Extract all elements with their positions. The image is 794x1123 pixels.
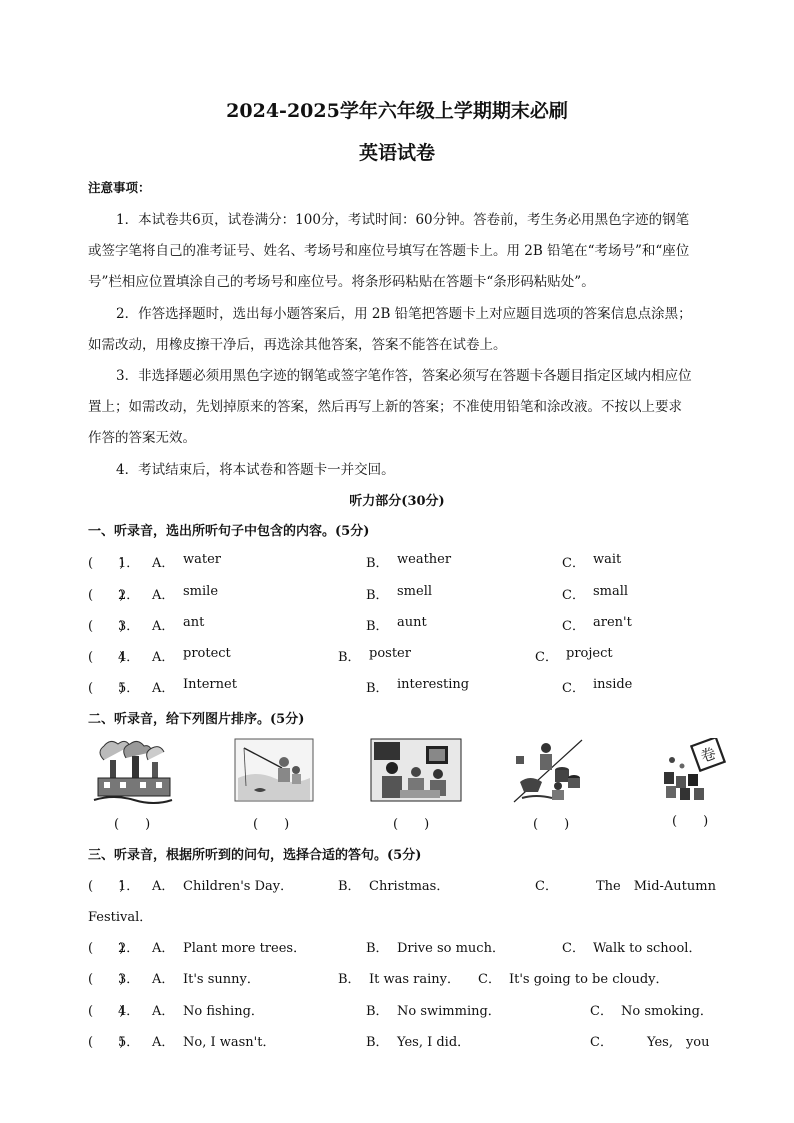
option-a-label: A．	[152, 941, 175, 956]
option-b-text: No swimming．	[397, 1004, 501, 1019]
question-number: 2．	[118, 588, 140, 603]
option-c-label: C．	[590, 1004, 613, 1019]
question-number: 3．	[118, 972, 140, 987]
option-c-text: aren't	[593, 615, 632, 630]
option-b-label: B．	[366, 588, 389, 603]
option-a-label: A．	[152, 1035, 175, 1050]
option-b-label: B．	[338, 650, 361, 665]
recycling-bins-icon	[512, 738, 584, 804]
notes-line: 作答的答案无效。	[88, 430, 196, 446]
notes-line: 如需改动，用橡皮擦干净后，再选涂其他答案，答案不能答在试卷上。	[88, 337, 507, 353]
answer-paren: ( )	[88, 681, 125, 696]
option-b-text: Drive so much．	[397, 941, 505, 956]
question-number: 3．	[118, 619, 140, 634]
page-subtitle: 英语试卷	[358, 142, 435, 164]
option-c-label: C．	[535, 650, 558, 665]
option-a-text: Plant more trees．	[183, 941, 307, 956]
option-b-text: Yes, I did．	[397, 1035, 471, 1050]
option-a-label: A．	[152, 879, 175, 894]
option-a-label: A．	[152, 588, 175, 603]
option-b-label: B．	[366, 1004, 389, 1019]
option-c-label: C．	[590, 1035, 613, 1050]
option-a-text: No, I wasn't．	[183, 1035, 276, 1050]
option-c-label: C．	[562, 588, 585, 603]
option-b-text: weather	[397, 552, 452, 567]
option-c-text: The Mid-Autumn	[596, 879, 716, 894]
option-c-label: C．	[562, 619, 585, 634]
question-number: 2．	[118, 941, 140, 956]
option-b-text: poster	[369, 646, 411, 661]
option-c-label: C．	[562, 941, 585, 956]
option-c-label: C．	[535, 879, 558, 894]
listening-section-title: 听力部分(30分)	[349, 494, 445, 509]
option-b-text: interesting	[397, 677, 470, 692]
part2-heading: 二、听录音，给下列图片排序。(5分)	[88, 712, 305, 727]
option-c-text: small	[593, 584, 629, 599]
picture-answer-paren: ( )	[253, 817, 290, 832]
notes-line: 1．本试卷共6页，试卷满分：100分，考试时间：60分钟。答卷前，考生务必用黑色字迹的钢笔	[116, 212, 690, 228]
notes-line: 号”栏相应位置填涂自己的考场号和座位号。将条形码粘贴在答题卡“条形码粘贴处”。	[88, 274, 595, 290]
notes-line: 3．非选择题必须用黑色字迹的钢笔或签字笔作答，答案必须写在答题卡各题目指定区域内相应位	[116, 368, 692, 384]
option-c-label: C．	[562, 556, 585, 571]
answer-paren: ( )	[88, 650, 125, 665]
option-b-label: B．	[366, 1035, 389, 1050]
option-a-label: A．	[152, 650, 175, 665]
option-c-label: C．	[478, 972, 501, 987]
option-c-text-continued: Festival．	[88, 910, 153, 925]
option-c-text: Walk to school．	[593, 941, 702, 956]
option-b-text: It was rainy．	[369, 972, 461, 987]
picture-answer-paren: ( )	[393, 817, 430, 832]
answer-paren: ( )	[88, 1004, 125, 1019]
option-a-text: ant	[183, 615, 205, 630]
question-number: 5．	[118, 681, 140, 696]
option-c-text: It's going to be cloudy．	[509, 972, 669, 987]
option-b-text: Christmas．	[369, 879, 450, 894]
question-number: 1．	[118, 879, 140, 894]
option-b-text: aunt	[397, 615, 427, 630]
part1-heading: 一、听录音，选出所听句子中包含的内容。(5分)	[88, 524, 370, 539]
answer-paren: ( )	[88, 588, 125, 603]
option-b-label: B．	[366, 941, 389, 956]
option-b-label: B．	[338, 972, 361, 987]
option-c-text: No smoking．	[621, 1004, 713, 1019]
option-c-text: Yes, you	[647, 1035, 710, 1050]
notes-line: 或签字笔将自己的准考证号、姓名、考场号和座位号填写在答题卡上。用 2B 铅笔在“考场号”和“座位	[88, 243, 690, 259]
notes-line: 4．考试结束后，将本试卷和答题卡一并交回。	[116, 462, 395, 478]
option-a-text: It's sunny．	[183, 972, 260, 987]
option-a-label: A．	[152, 1004, 175, 1019]
family-tv-icon	[370, 738, 462, 802]
option-a-label: A．	[152, 556, 175, 571]
picture-answer-paren: ( )	[114, 817, 151, 832]
fishing-river-icon	[234, 738, 314, 802]
option-a-label: A．	[152, 619, 175, 634]
notes-line: 2．作答选择题时，选出每小题答案后，用 2B 铅笔把答题卡上对应题目选项的答案信息点涂黑；	[116, 306, 692, 322]
trash-cans-sign-icon	[660, 738, 732, 802]
sign-character: 卷	[698, 743, 719, 766]
option-b-label: B．	[366, 619, 389, 634]
question-number: 4．	[118, 650, 140, 665]
part3-heading: 三、听录音，根据所听到的问句，选择合适的答句。(5分)	[88, 848, 422, 863]
option-b-text: smell	[397, 584, 433, 599]
option-b-label: B．	[338, 879, 361, 894]
answer-paren: ( )	[88, 1035, 125, 1050]
option-a-text: smile	[183, 584, 219, 599]
answer-paren: ( )	[88, 556, 125, 571]
option-b-label: B．	[366, 556, 389, 571]
picture-answer-paren: ( )	[533, 817, 570, 832]
answer-paren: ( )	[88, 879, 125, 894]
answer-paren: ( )	[88, 941, 125, 956]
option-b-label: B．	[366, 681, 389, 696]
page-title: 2024-2025学年六年级上学期期末必刷	[226, 100, 568, 122]
option-c-text: inside	[593, 677, 633, 692]
notes-line: 置上；如需改动，先划掉原来的答案，然后再写上新的答案；不准使用铅笔和涂改液。不按以上要求	[88, 399, 682, 415]
factory-pollution-icon	[90, 738, 176, 804]
option-c-text: wait	[593, 552, 622, 567]
question-number: 4．	[118, 1004, 140, 1019]
option-a-label: A．	[152, 681, 175, 696]
option-a-text: protect	[183, 646, 231, 661]
option-a-text: No fishing．	[183, 1004, 264, 1019]
option-c-text: project	[566, 646, 613, 661]
option-a-text: Children's Day．	[183, 879, 294, 894]
answer-paren: ( )	[88, 619, 125, 634]
answer-paren: ( )	[88, 972, 125, 987]
option-a-text: Internet	[183, 677, 237, 692]
question-number: 1．	[118, 556, 140, 571]
notes-heading: 注意事项：	[88, 180, 151, 195]
picture-answer-paren: ( )	[672, 814, 709, 829]
option-a-text: water	[183, 552, 222, 567]
option-c-label: C．	[562, 681, 585, 696]
question-number: 5．	[118, 1035, 140, 1050]
option-a-label: A．	[152, 972, 175, 987]
